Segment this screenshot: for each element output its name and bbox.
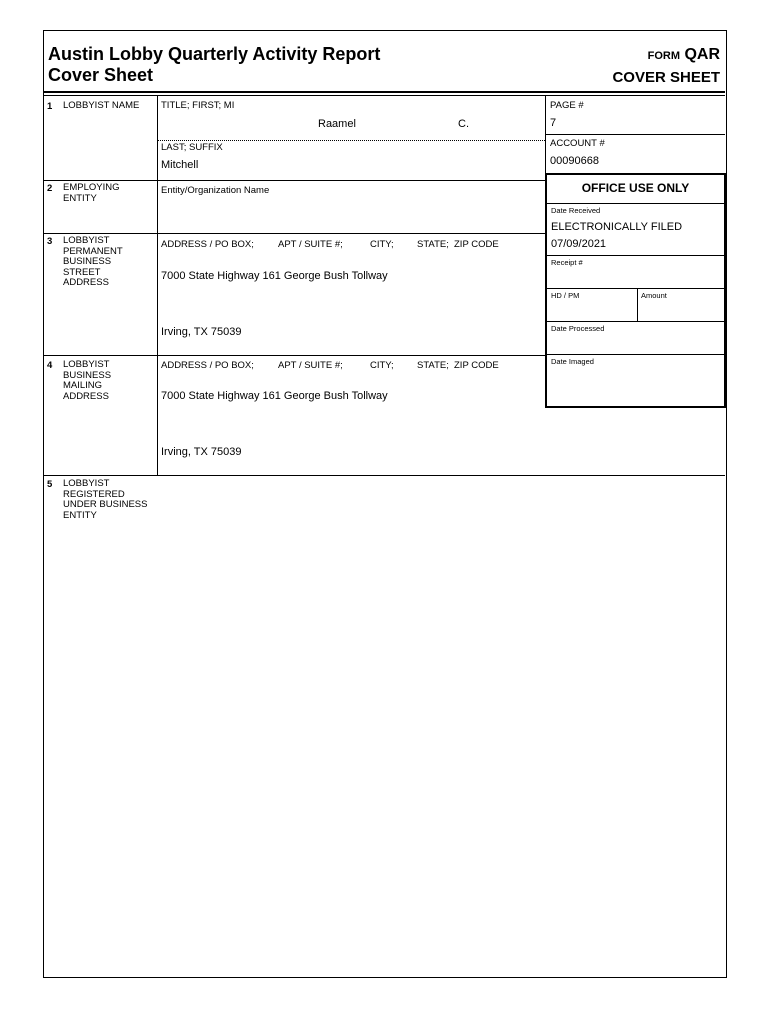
state-label: STATE; bbox=[417, 239, 449, 250]
form-prefix: FORM bbox=[647, 50, 680, 62]
first-name-value: Raamel bbox=[318, 118, 356, 130]
receipt-number-label: Receipt # bbox=[551, 258, 583, 267]
section4-label-line: LOBBYIST bbox=[63, 359, 110, 370]
section5-label-line: UNDER BUSINESS bbox=[63, 499, 148, 510]
office-use-title-rule bbox=[547, 203, 724, 204]
receipt-top-rule bbox=[547, 255, 724, 256]
date-received-value: 07/09/2021 bbox=[551, 238, 607, 250]
page-box-divider bbox=[545, 134, 725, 135]
section4-address-header bbox=[161, 361, 541, 373]
hd-pm-top-rule bbox=[547, 288, 724, 289]
section4-number: 4 bbox=[47, 360, 53, 371]
hd-pm-amount-divider bbox=[637, 288, 638, 321]
section1-label: LOBBYIST NAME bbox=[63, 100, 140, 111]
section2-top-rule bbox=[44, 180, 546, 181]
apt-suite-label: APT / SUITE #; bbox=[278, 360, 343, 371]
date-processed-label: Date Processed bbox=[551, 324, 605, 333]
section5-label-line: REGISTERED bbox=[63, 488, 125, 500]
date-received-status: ELECTRONICALLY FILED bbox=[551, 221, 683, 233]
section3-city-state-zip-value: Irving, TX 75039 bbox=[161, 326, 242, 338]
section4-label-line: BUSINESS bbox=[63, 369, 112, 381]
section5-label-line: ENTITY bbox=[63, 509, 97, 521]
section4-city-state-zip-value: Irving, TX 75039 bbox=[161, 446, 242, 458]
form-title-line2: Cover Sheet bbox=[48, 65, 154, 85]
title-first-mi-label: TITLE; FIRST; MI bbox=[161, 100, 235, 111]
section3-address-header bbox=[161, 240, 541, 252]
office-use-box bbox=[545, 173, 726, 408]
form-code-block bbox=[612, 44, 720, 88]
name-field-dotted-divider bbox=[158, 140, 545, 141]
city-label: CITY; bbox=[370, 360, 394, 371]
date-imaged-top-rule bbox=[547, 354, 724, 355]
entity-name-label: Entity/Organization Name bbox=[161, 185, 270, 196]
apt-suite-label: APT / SUITE #; bbox=[278, 239, 343, 250]
hd-pm-label: HD / PM bbox=[551, 291, 580, 300]
form-code-line bbox=[612, 44, 720, 67]
form-title bbox=[48, 44, 380, 86]
section2-label-line1: EMPLOYING bbox=[63, 182, 120, 193]
section5-label-line: LOBBYIST bbox=[63, 478, 110, 489]
city-label: CITY; bbox=[370, 239, 394, 250]
date-processed-top-rule bbox=[547, 321, 724, 322]
section2-number: 2 bbox=[47, 183, 53, 194]
section3-label-line: PERMANENT bbox=[63, 245, 123, 257]
form-subtitle: COVER SHEET bbox=[612, 69, 720, 86]
office-use-title: OFFICE USE ONLY bbox=[581, 181, 690, 195]
section2-label-line2: ENTITY bbox=[63, 192, 97, 204]
last-name-value: Mitchell bbox=[161, 159, 199, 171]
middle-initial-value: C. bbox=[458, 118, 469, 130]
section4-label-line: ADDRESS bbox=[63, 390, 109, 402]
form-code: QAR bbox=[684, 46, 720, 63]
account-number-label: ACCOUNT # bbox=[550, 138, 605, 149]
date-received-label: Date Received bbox=[551, 206, 601, 215]
amount-label: Amount bbox=[641, 291, 667, 300]
zip-code-label: ZIP CODE bbox=[454, 239, 499, 250]
address-po-box-label: ADDRESS / PO BOX; bbox=[161, 239, 254, 250]
section3-label-line: BUSINESS bbox=[63, 256, 112, 267]
page-number-label: PAGE # bbox=[550, 100, 584, 111]
section5-number: 5 bbox=[47, 479, 53, 490]
form-title-line1: Austin Lobby Quarterly Activity Report bbox=[48, 44, 381, 64]
state-label: STATE; bbox=[417, 360, 449, 371]
section5-top-rule bbox=[44, 475, 725, 476]
section1-number: 1 bbox=[47, 101, 53, 112]
date-imaged-label: Date Imaged bbox=[551, 357, 594, 366]
section3-top-rule bbox=[44, 233, 546, 234]
section3-label-line: LOBBYIST bbox=[63, 235, 110, 246]
section4-label bbox=[63, 360, 111, 402]
section4-street-value: 7000 State Highway 161 George Bush Tollway bbox=[161, 390, 388, 402]
account-number-value: 00090668 bbox=[550, 155, 599, 167]
section3-label-line: ADDRESS bbox=[63, 277, 109, 288]
label-column-divider bbox=[157, 96, 158, 475]
section3-label bbox=[63, 236, 123, 289]
header-divider bbox=[44, 91, 725, 93]
address-po-box-label: ADDRESS / PO BOX; bbox=[161, 360, 254, 371]
section3-street-value: 7000 State Highway 161 George Bush Tollway bbox=[161, 270, 388, 282]
zip-code-label: ZIP CODE bbox=[454, 360, 499, 371]
section3-number: 3 bbox=[47, 236, 53, 247]
section3-label-line: STREET bbox=[63, 266, 101, 278]
last-suffix-label: LAST; SUFFIX bbox=[161, 142, 223, 153]
section5-label bbox=[63, 479, 147, 521]
section2-label bbox=[63, 183, 120, 204]
section4-label-line: MAILING bbox=[63, 380, 103, 391]
page-number-value: 7 bbox=[550, 117, 557, 129]
header-divider-secondary bbox=[44, 95, 725, 96]
